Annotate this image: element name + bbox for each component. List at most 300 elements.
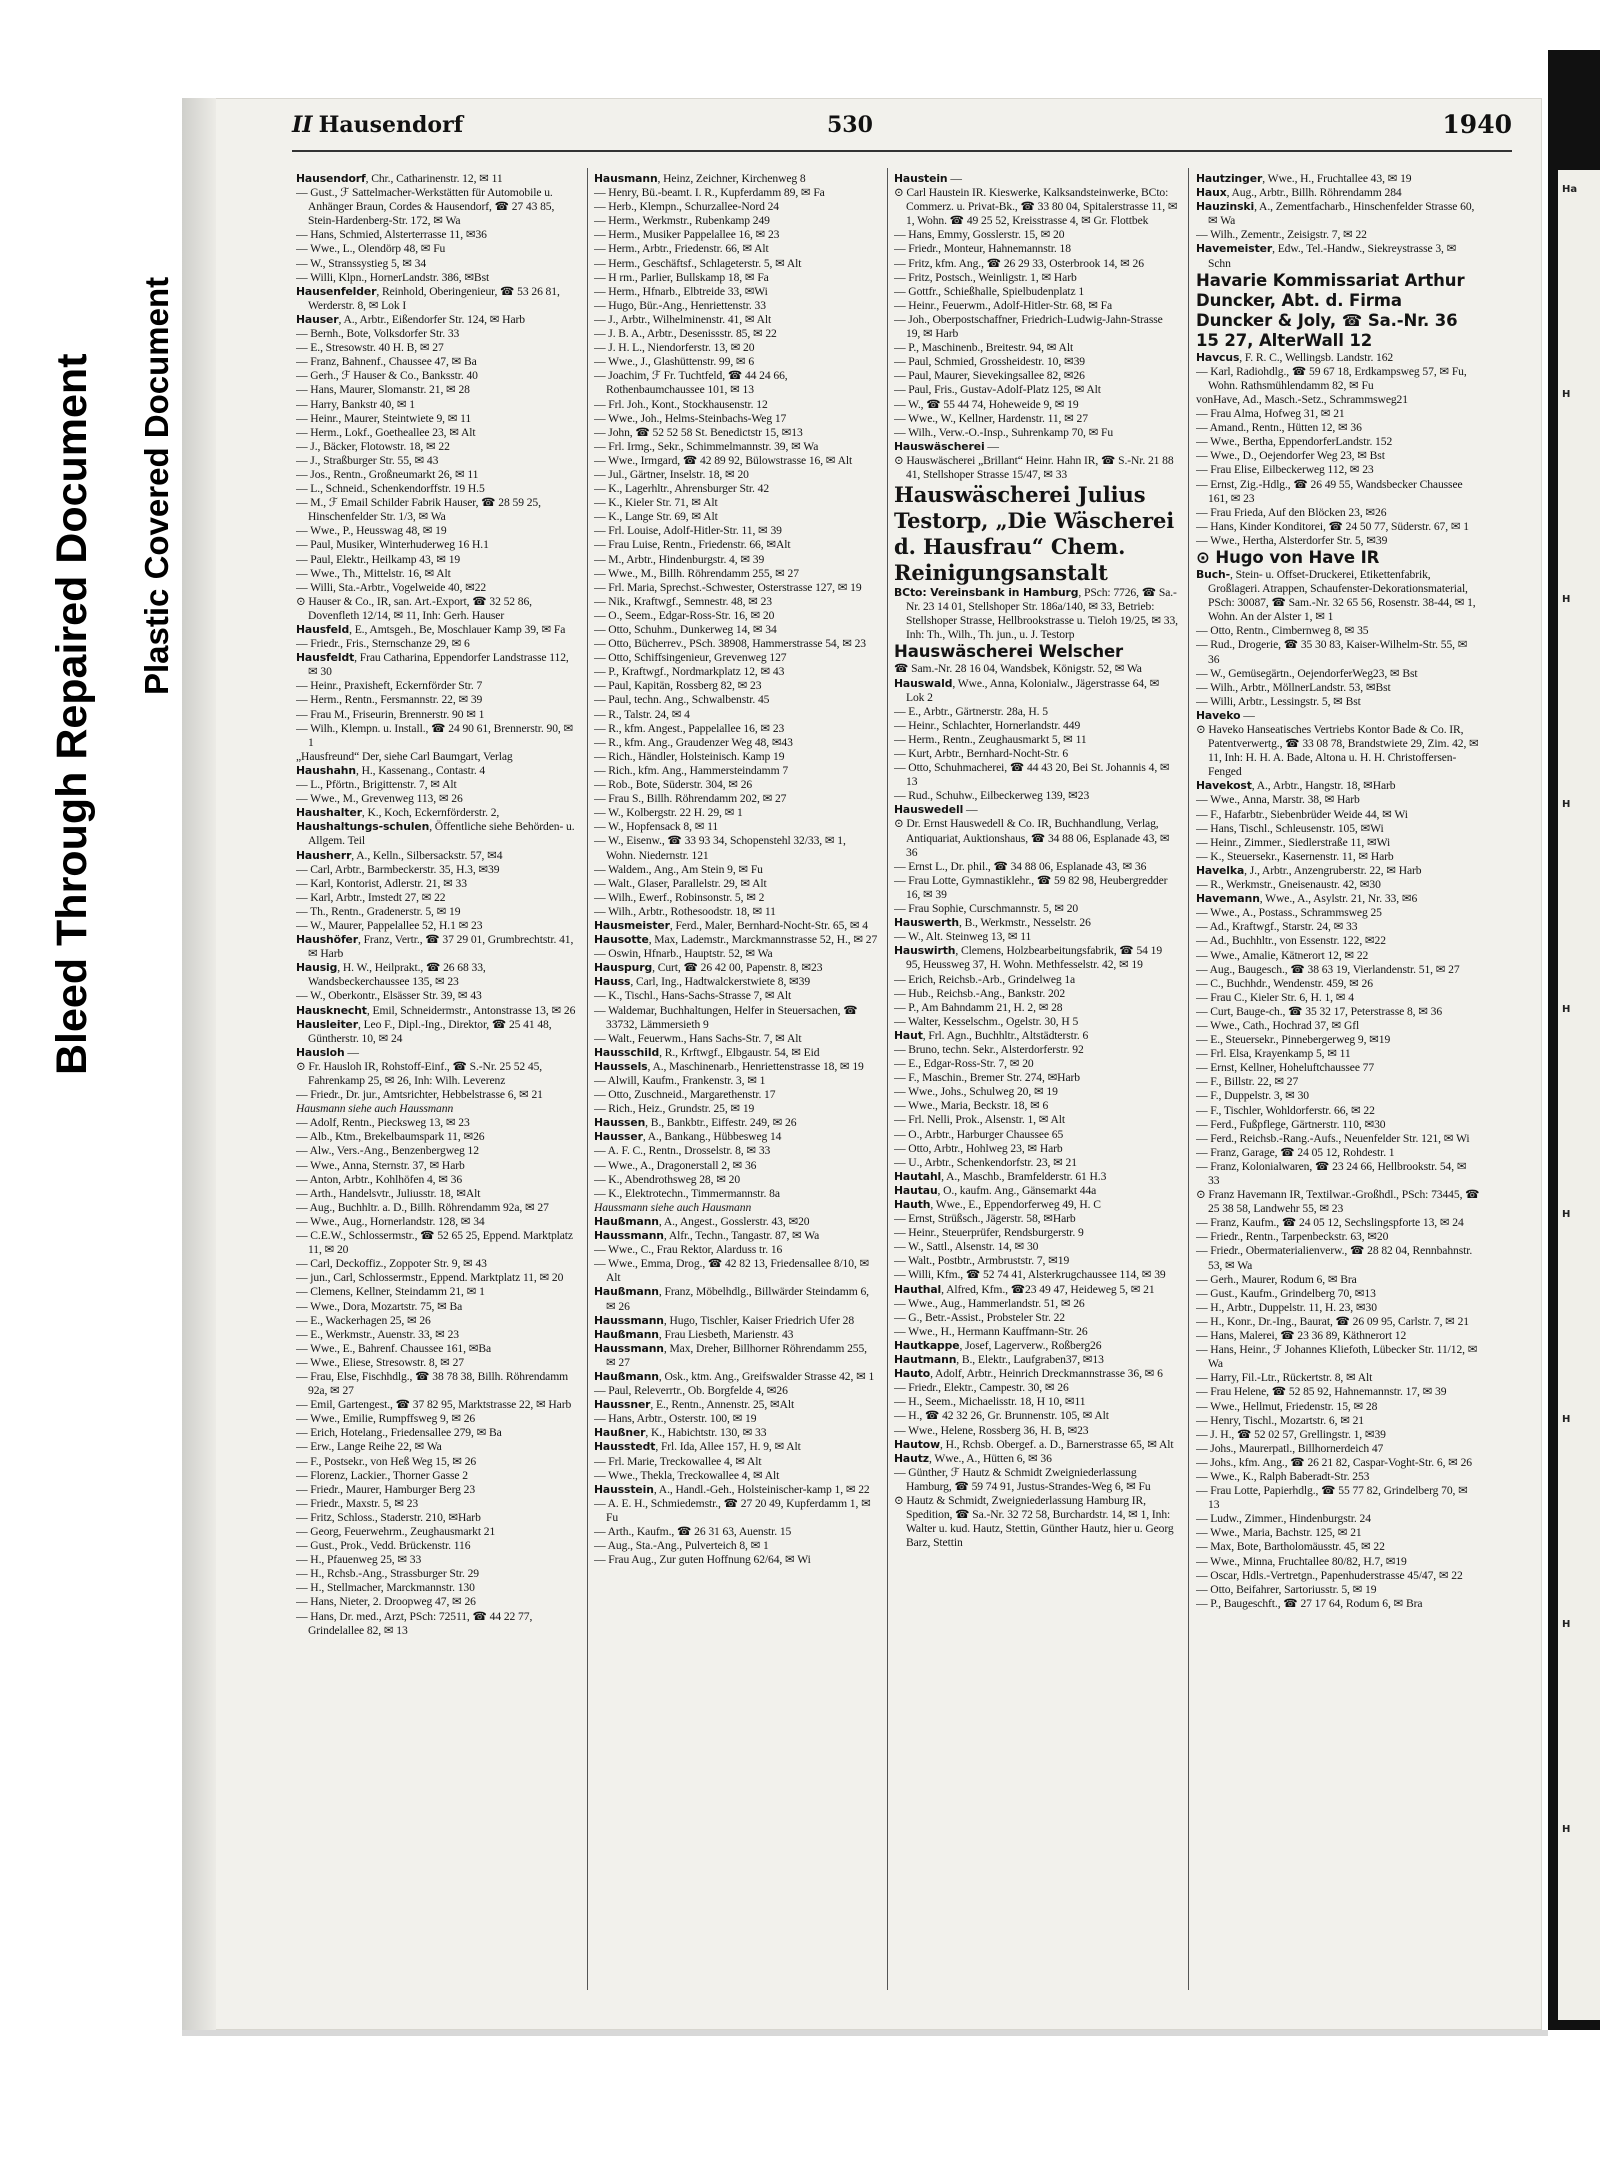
directory-entry: — Ferd., Fußpflege, Gärtnerstr. 110, ✉30 (1196, 1117, 1386, 1131)
directory-entry: — Gottfr., Schießhalle, Spielbudenplatz 1 (894, 284, 1085, 298)
directory-entry: — Adolf, Rentn., Piecksweg 13, ✉ 23 (296, 1116, 470, 1130)
directory-entry: — O., Seem., Edgar-Ross-Str. 16, ✉ 20 (594, 608, 775, 622)
directory-entry: — Wwe., Aug., Hornerlandstr. 128, ✉ 34 (296, 1214, 485, 1228)
directory-entry: — C., Buchhdr., Wendenstr. 459, ✉ 26 (1196, 976, 1373, 990)
directory-entry: — Wilh., Arbtr., MöllnerLandstr. 53, ✉Bst (1196, 680, 1391, 694)
directory-entry: — Wilh., Klempn. u. Install., ☎ 24 90 61, Brennerstr. 90, ✉ 1 (296, 721, 574, 749)
directory-entry: — Hans, Tischl., Schleusenstr. 105, ✉Wi (1196, 821, 1384, 835)
directory-entry: — Otto, Arbtr., Hohlweg 23, ✉ Harb (894, 1141, 1063, 1155)
next-page-letter: H (1562, 1619, 1571, 1630)
directory-entry: — P., Maschinenb., Breitestr. 94, ✉ Alt (894, 341, 1074, 355)
directory-entry: — Jul., Gärtner, Inselstr. 18, ✉ 20 (594, 467, 749, 481)
directory-entry: — H., Arbtr., Duppelstr. 11, H. 23, ✉30 (1196, 1300, 1377, 1314)
directory-entry: Hauswald, Wwe., Anna, Kolonialw., Jägerstrasse 64, ✉ Lok 2 (894, 676, 1160, 704)
directory-entry: Buch-, Stein- u. Offset-Druckerei, Etikettenfabrik, Großlageri. Atrappen, Schaufenster-Dekorationsmaterial, PSch: 30087, ☎ Sam.-Nr. 32 65 56, Rosenstr. 38-44, ✉ 1, Wohn. An der Alster 1, ✉ 1 (1196, 567, 1476, 624)
directory-entry: — Hans, Dr. med., Arzt, PSch: 72511, ☎ 44 22 77, Grindelallee 82, ✉ 13 (296, 1609, 533, 1637)
directory-entry: ⊙ Hauswäscherei „Brillant“ Heinr. Hahn IR, ☎ S.-Nr. 21 88 41, Stellshoper Strasse 15/47, ✉ 33 (894, 453, 1174, 481)
directory-entry: Haut, Frl. Agn., Buchhltr., Altstädterstr. 6 (894, 1028, 1089, 1042)
directory-entry: — R., Talstr. 24, ✉ 4 (594, 707, 690, 721)
header-section: II Hausendorf (292, 112, 464, 138)
directory-entry: — Wwe., J., Glashüttenstr. 99, ✉ 6 (594, 355, 755, 369)
directory-entry: Hauto, Adolf, Arbtr., Heinrich Dreckmannstrasse 36, ✉ 6 (894, 1367, 1163, 1381)
directory-entry: — Frau M., Friseurin, Brennerstr. 90 ✉ 1 (296, 707, 485, 721)
directory-entry: Hausenfelder, Reinhold, Oberingenieur, ☎ 53 26 81, Werderstr. 8, ✉ Lok I (296, 284, 560, 312)
bleed-through-label: Bleed Through Repaired Document (48, 353, 96, 1075)
directory-entry: — Curt, Bauge-ch., ☎ 35 32 17, Peterstrasse 8, ✉ 36 (1196, 1004, 1443, 1018)
directory-entry: — W., Sattl., Alsenstr. 14, ✉ 30 (894, 1240, 1039, 1254)
directory-entry: — E., Stresowstr. 40 H. B, ✉ 27 (296, 341, 444, 355)
directory-entry: Hauth, Wwe., E., Eppendorferweg 49, H. C (894, 1198, 1101, 1211)
directory-entry: — Wwe., C., Frau Rektor, Alarduss tr. 16 (594, 1243, 783, 1257)
directory-entry: — Fritz, Postsch., Weinligstr. 1, ✉ Harb (894, 270, 1077, 284)
directory-entry: — J., Arbtr., Wilhelminenstr. 41, ✉ Alt (594, 312, 772, 326)
directory-entry: — W., Stranssystieg 5, ✉ 34 (296, 256, 427, 270)
directory-entry: — jun., Carl, Schlossermstr., Eppend. Marktplatz 11, ✉ 20 (296, 1271, 564, 1285)
directory-entry: — Ad., Kraftwgf., Starstr. 24, ✉ 33 (1196, 920, 1358, 934)
directory-entry: Haußmann, Osk., ktm. Ang., Greifswalder Strasse 42, ✉ 1 (594, 1369, 875, 1383)
directory-entry: — Hans, Emmy, Gosslerstr. 15, ✉ 20 (894, 228, 1065, 242)
directory-entry: — Friedr., Fris., Sternschanze 29, ✉ 6 (296, 637, 470, 651)
directory-entry: — Ludw., Zimmer., Hindenburgstr. 24 (1196, 1512, 1371, 1526)
directory-entry: — Henry, Tischl., Mozartstr. 6, ✉ 21 (1196, 1413, 1364, 1427)
left-label-band (0, 0, 182, 2030)
directory-entry: Haußmann, A., Angest., Gosslerstr. 43, ✉20 (594, 1214, 810, 1228)
directory-column-2 (594, 172, 878, 1988)
directory-entry: Hauswäscherei — (894, 439, 999, 453)
directory-entry: Haushaltungs-schulen, Öffentliche siehe Behörden- u. Allgem. Teil (296, 820, 575, 848)
directory-entry: — Karl, Kontorist, Adlerstr. 21, ✉ 33 (296, 876, 467, 890)
directory-entry: — Walt., Postbtr., Armbruststr. 7, ✉19 (894, 1254, 1070, 1268)
directory-entry: Hausherr, A., Kelln., Silbersackstr. 57, ✉4 (296, 848, 503, 862)
directory-entry: — Fritz, kfm. Ang., ☎ 26 29 33, Osterbrook 14, ✉ 26 (894, 256, 1144, 270)
directory-entry: Hausleiter, Leo F., Dipl.-Ing., Direktor, ☎ 25 41 48, Güntherstr. 10, ✉ 24 (296, 1017, 552, 1045)
directory-entry: — Oscar, Hdls.-Vertretgn., Papenhuderstrasse 45/47, ✉ 22 (1196, 1568, 1463, 1582)
directory-entry: — Florenz, Lackier., Thorner Gasse 2 (296, 1468, 468, 1482)
directory-entry: — R., kfm. Ang., Graudenzer Weg 48, ✉43 (594, 735, 793, 749)
directory-entry: — Paul, Maurer, Sievekingsallee 82, ✉26 (894, 369, 1085, 383)
directory-entry: — W., Kolbergstr. 22 H. 29, ✉ 1 (594, 806, 743, 820)
directory-entry: — Wilh., Zementr., Zeisigstr. 7, ✉ 22 (1196, 228, 1367, 242)
directory-entry: Hausschild, R., Krftwgf., Elbgaustr. 54, ✉ Eid (594, 1045, 820, 1059)
directory-entry: — Wilh., Verw.-O.-Insp., Suhrenkamp 70, ✉ Fu (894, 425, 1114, 439)
directory-entry: — Frau Aug., Zur guten Hoffnung 62/64, ✉ Wi (594, 1553, 811, 1567)
directory-entry: — Rich., kfm. Ang., Hammersteindamm 7 (594, 763, 789, 777)
directory-entry: Havarie Kommissariat Arthur Duncker, Abt. d. Firma Duncker & Joly, ☎ Sa.-Nr. 36 15 27, AlterWall 12 (1196, 270, 1465, 350)
directory-entry: — E., Edgar-Ross-Str. 7, ✉ 20 (894, 1057, 1034, 1071)
directory-entry: — Hans, Schmied, Alsterterrasse 11, ✉36 (296, 228, 487, 242)
directory-entry: — Erich, Hotelang., Friedensallee 279, ✉ Ba (296, 1426, 502, 1440)
directory-entry: ⊙ Hautz & Schmidt, Zweigniederlassung Hamburg IR, Spedition, ☎ Sa.-Nr. 32 72 58, Burchardstr. 14, ✉ 1, Inh: Walter u. kud. Hautz, Stettin, Günther Hautz, hier u. Georg Barz, Stettin (894, 1493, 1174, 1550)
directory-entry: — Henry, Bü.-beamt. I. R., Kupferdamm 89, ✉ Fa (594, 186, 825, 200)
directory-entry: — H., ☎ 42 32 26, Gr. Brunnenstr. 105, ✉ Alt (894, 1409, 1109, 1423)
directory-entry: — Willi, Klpn., HornerLandstr. 386, ✉Bst (296, 270, 490, 284)
directory-entry: — Heinr., Zimmer., Siedlerstraße 11, ✉Wi (1196, 835, 1391, 849)
directory-entry: — Wwe., Helene, Rossberg 36, H. B, ✉23 (894, 1423, 1089, 1437)
directory-entry: — Friedr., Dr. jur., Amtsrichter, Hebbelstrasse 6, ✉ 21 (296, 1088, 543, 1102)
directory-entry: — E., Werkmstr., Auenstr. 33, ✉ 23 (296, 1327, 459, 1341)
directory-entry: — A. E. H., Schmiedemstr., ☎ 27 20 49, Kupferdamm 1, ✉ Fu (594, 1496, 871, 1524)
next-page-letter: H (1562, 1414, 1571, 1425)
directory-entry: Haussels, A., Maschinenarb., Henriettenstrasse 18, ✉ 19 (594, 1059, 864, 1073)
directory-entry: — K., Kieler Str. 71, ✉ Alt (594, 496, 718, 510)
directory-entry: — Rich., Heiz., Grundstr. 25, ✉ 19 (594, 1102, 755, 1116)
directory-entry: — Gust., ℱ Sattelmacher-Werkstätten für Automobile u. Anhänger Braun, Cordes & Hausendorf, ☎ 27 43 85, Stein-Hardenberg-Str. 172, ✉ Wa (296, 186, 555, 228)
directory-entry: — Heinr., Feuerwm., Adolf-Hitler-Str. 68, ✉ Fa (894, 298, 1113, 312)
directory-entry: — P., Baugeschft., ☎ 27 17 64, Rodum 6, ✉ Bra (1196, 1596, 1423, 1610)
directory-entry: — Hans, Heinr., ℱ Johannes Kliefoth, Lübecker Str. 11/12, ✉ Wa (1196, 1343, 1478, 1371)
directory-entry: Hauspurg, Curt, ☎ 26 42 00, Papenstr. 8, ✉23 (594, 961, 823, 975)
directory-entry: — Frau Sophie, Curschmannstr. 5, ✉ 20 (894, 902, 1079, 916)
directory-entry: — Wilh., Ewerf., Robinsonstr. 5, ✉ 2 (594, 890, 765, 904)
directory-entry: Hausig, H. W., Heilprakt., ☎ 26 68 33, Wandsbeckerchaussee 135, ✉ 23 (296, 961, 486, 989)
directory-entry: — J. H., ☎ 52 02 57, Grellingstr. 1, ✉39 (1196, 1427, 1386, 1441)
directory-entry: Havelka, J., Arbtr., Anzengruberstr. 22, ✉ Harb (1196, 863, 1422, 877)
header-title: Hausendorf (318, 112, 464, 138)
directory-entry: ⊙ Dr. Ernst Hauswedell & Co. IR, Buchhandlung, Verlag, Antiquariat, Auktionshaus, ☎ 34 88 06, Esplanade 43, ✉ 36 (894, 817, 1170, 859)
directory-entry: — Herm., Musiker Pappelallee 16, ✉ 23 (594, 228, 780, 242)
directory-entry: — Th., Rentn., Gradenerstr. 5, ✉ 19 (296, 904, 461, 918)
directory-entry: — L., Pförtn., Brigittenstr. 7, ✉ Alt (296, 778, 457, 792)
directory-entry: — Wwe., K., Ralph Baberadt-Str. 253 (1196, 1469, 1370, 1483)
directory-entry: — Paul, Releverrtr., Ob. Borgfelde 4, ✉26 (594, 1384, 788, 1398)
directory-entry: — Otto, Beifahrer, Sartoriusstr. 5, ✉ 19 (1196, 1582, 1377, 1596)
directory-entry: — Friedr., Monteur, Hahnemannstr. 18 (894, 242, 1071, 256)
directory-entry: ⊙ Carl Haustein IR. Kieswerke, Kalksandsteinwerke, BCto: Commerz. u. Privat-Bk., ☎ 33 80 04, Spitalerstrasse 11, ✉ 1, Wohn. ☎ 49 25 52, Kreisstrasse 4, ✉ Gr. Flottbek (894, 186, 1178, 228)
next-page-letter: H (1562, 1004, 1571, 1015)
directory-entry: — H., Pfauenweg 25, ✉ 33 (296, 1553, 422, 1567)
directory-entry: — Erw., Lange Reihe 22, ✉ Wa (296, 1440, 442, 1454)
directory-entry: — Fritz, Schloss., Staderstr. 210, ✉Harb (296, 1510, 481, 1524)
directory-entry: — Max, Bote, Bartholomäusstr. 45, ✉ 22 (1196, 1540, 1385, 1554)
directory-entry: — Wwe., D., Oejendorfer Weg 23, ✉ Bst (1196, 449, 1385, 463)
next-page-letter: H (1562, 1824, 1571, 1835)
directory-entry: Havcus, F. R. C., Wellingsb. Landstr. 162 (1196, 350, 1394, 364)
directory-entry: — F., Duppelstr. 3, ✉ 30 (1196, 1089, 1309, 1103)
directory-entry: Hautau, O., kaufm. Ang., Gänsemarkt 44a (894, 1183, 1097, 1197)
directory-entry: — Alw., Vers.-Ang., Benzenbergweg 12 (296, 1144, 479, 1158)
directory-entry: — Frau Helene, ☎ 52 85 92, Hahnemannstr. 17, ✉ 39 (1196, 1385, 1447, 1399)
directory-page (182, 98, 1542, 2030)
directory-entry: Hautahl, A., Maschb., Bramfelderstr. 61 H.3 (894, 1169, 1107, 1183)
directory-entry: — K., Lange Str. 69, ✉ Alt (594, 510, 718, 524)
directory-entry: — F., Hafarbtr., Siebenbrüder Weide 44, ✉ Wi (1196, 807, 1408, 821)
directory-entry: Havemeister, Edw., Tel.-Handw., Siekreystrasse 3, ✉ Schn (1196, 242, 1457, 270)
header-rule (292, 150, 1512, 152)
column-separator (887, 168, 888, 1990)
directory-entry: ⊙ Franz Havemann IR, Textilwar.-Großhdl., PSch: 73445, ☎ 25 38 58, Landwehr 55, ✉ 23 (1196, 1188, 1480, 1216)
directory-entry: — Hugo, Bür.-Ang., Henriettenstr. 33 (594, 298, 766, 312)
directory-entry: — Herb., Klempn., Schurzallee-Nord 24 (594, 200, 779, 214)
directory-entry: — Otto, Schuhm., Dunkerweg 14, ✉ 34 (594, 623, 777, 636)
directory-entry: — F., Postsekr., von Heß Weg 15, ✉ 26 (296, 1454, 477, 1468)
directory-entry: — Arth., Handelsvtr., Juliusstr. 18, ✉Alt (296, 1186, 481, 1200)
directory-entry: — Rob., Bote, Süderstr. 304, ✉ 26 (594, 778, 753, 792)
directory-entry: — H., Seem., Michaelisstr. 18, H 10, ✉11 (894, 1395, 1086, 1409)
directory-entry: — P., Kraftwgf., Nordmarkplatz 12, ✉ 43 (594, 665, 785, 679)
directory-entry: — Wwe., Dora, Mozartstr. 75, ✉ Ba (296, 1299, 463, 1313)
directory-entry: Hausfeld, E., Amtsgeh., Be, Moschlauer Kamp 39, ✉ Fa (296, 623, 566, 636)
directory-entry: — Frau Elise, Eilbeckerweg 112, ✉ 23 (1196, 463, 1374, 477)
directory-entry: — Frau Luise, Rentn., Friedenstr. 66, ✉Alt (594, 538, 791, 552)
directory-entry: — F., Billstr. 22, ✉ 27 (1196, 1075, 1299, 1089)
directory-entry: — Wwe., Eliese, Stresowstr. 8, ✉ 27 (296, 1355, 464, 1369)
directory-entry: Hautz, Wwe., A., Hütten 6, ✉ 36 (894, 1451, 1052, 1465)
directory-entry: Hausser, A., Bankang., Hübbesweg 14 (594, 1130, 782, 1144)
directory-entry: Hausknecht, Emil, Schneidermstr., Antonstrasse 13, ✉ 26 (296, 1003, 576, 1017)
directory-entry: — Ernst, Zig.-Hdlg., ☎ 26 49 55, Wandsbecker Chaussee 161, ✉ 23 (1196, 477, 1463, 505)
page-header (292, 110, 1512, 150)
directory-entry: — Wwe., Thekla, Treckowallee 4, ✉ Alt (594, 1468, 780, 1482)
directory-entry: — Hans, Maurer, Slomanstr. 21, ✉ 28 (296, 383, 470, 397)
directory-entry: — H rm., Parlier, Bullskamp 18, ✉ Fa (594, 270, 769, 284)
directory-entry: — J. H. L., Niendorferstr. 13, ✉ 20 (594, 341, 755, 355)
directory-entry: — Wwe., Emilie, Rumpffsweg 9, ✉ 26 (296, 1412, 476, 1426)
directory-entry: Haußner, K., Habichtstr. 130, ✉ 33 (594, 1426, 767, 1440)
next-page-letter: H (1562, 594, 1571, 605)
directory-entry: Hausendorf, Chr., Catharinenstr. 12, ✉ 11 (296, 172, 503, 185)
directory-entry: — Wwe., H., Hermann Kauffmann-Str. 26 (894, 1324, 1088, 1338)
directory-entry: — Heinr., Schlachter, Hornerlandstr. 449 (894, 718, 1081, 732)
directory-entry: — Wwe., Amalie, Kätnerort 12, ✉ 22 (1196, 948, 1369, 962)
directory-entry: — Frau Frieda, Auf den Blöcken 23, ✉26 (1196, 505, 1387, 519)
directory-entry: — E., Steuersekr., Pinnebergerweg 9, ✉19 (1196, 1033, 1391, 1047)
directory-entry: — Hub., Reichsb.-Ang., Bankstr. 202 (894, 986, 1066, 1000)
directory-entry: vonHave, Ad., Masch.-Setz., Schrammsweg21 (1196, 392, 1408, 406)
directory-entry: — Bruno, techn. Sekr., Alsterdorferstr. 92 (894, 1042, 1084, 1056)
directory-entry: — Arth., Kaufm., ☎ 26 31 63, Auenstr. 15 (594, 1525, 792, 1538)
directory-entry: — A. F. C., Rentn., Drosselstr. 8, ✉ 33 (594, 1144, 771, 1158)
directory-entry: Haussner, E., Rentn., Annenstr. 25, ✉Alt (594, 1398, 795, 1412)
directory-entry: — Gerh., Maurer, Rodum 6, ✉ Bra (1196, 1272, 1357, 1286)
directory-entry: Hauzinski, A., Zementfacharb., Hinschenfelder Strasse 60, ✉ Wa (1196, 200, 1475, 228)
directory-entry: — Wwe., Aug., Hammerlandstr. 51, ✉ 26 (894, 1296, 1085, 1310)
directory-entry: Havemann, Wwe., A., Asylstr. 21, Nr. 33, ✉6 (1196, 892, 1418, 906)
directory-entry: Haveko — (1196, 708, 1255, 722)
directory-entry: — Paul, techn. Ang., Schwalbenstr. 45 (594, 693, 770, 707)
directory-entry: — Willi, Kfm., ☎ 52 74 41, Alsterkrugchaussee 114, ✉ 39 (894, 1268, 1166, 1282)
directory-entry: — Friedr., Elektr., Campestr. 30, ✉ 26 (894, 1381, 1069, 1395)
directory-entry: — Nik., Kraftwgf., Semnestr. 48, ✉ 23 (594, 594, 772, 608)
directory-entry: Havekost, A., Arbtr., Hangstr. 18, ✉Harb (1196, 779, 1396, 793)
directory-entry: — Walt., Glaser, Parallelstr. 29, ✉ Alt (594, 876, 767, 890)
directory-entry: — Ferd., Reichsb.-Rang.-Aufs., Neuenfelder Str. 121, ✉ Wi (1196, 1131, 1470, 1145)
directory-entry: Hauthal, Alfred, Kfm., ☎23 49 47, Heideweg 5, ✉ 21 (894, 1282, 1155, 1296)
directory-entry: — Joachim, ℱ Fr. Tuchtfeld, ☎ 44 24 66, Rothenbaumchaussee 101, ✉ 13 (594, 369, 788, 397)
directory-entry: — Wwe., Irmgard, ☎ 42 89 92, Bülowstrasse 16, ✉ Alt (594, 453, 853, 467)
directory-column-4 (1196, 172, 1480, 1988)
directory-entry: — Herm., Geschäftsf., Schlageterstr. 5, ✉ Alt (594, 256, 802, 270)
directory-entry: Haussmann, Alfr., Techn., Tangastr. 87, ✉ Wa (594, 1229, 820, 1243)
header-year: 1940 (1442, 110, 1512, 139)
directory-entry: — W., Alt. Steinweg 13, ✉ 11 (894, 930, 1032, 944)
directory-entry: — Herm., Hfnarb., Elbtreide 33, ✉Wi (594, 284, 768, 298)
directory-entry: — Georg, Feuerwehrm., Zeughausmarkt 21 (296, 1525, 496, 1538)
directory-entry: — John, ☎ 52 52 58 St. Benedictstr 15, ✉13 (594, 425, 803, 439)
directory-entry: — Frau C., Kieler Str. 6, H. 1, ✉ 4 (1196, 990, 1354, 1004)
directory-entry: Hausfeldt, Frau Catharina, Eppendorfer Landstrasse 112, ✉ 30 (296, 651, 569, 679)
directory-entry: — J. B. A., Arbtr., Desenissstr. 85, ✉ 22 (594, 327, 777, 341)
directory-entry: — Wwe., Anna, Marstr. 38, ✉ Harb (1196, 793, 1360, 807)
directory-entry: Hauswäscherei Julius Testorp, „Die Wäscherei d. Hausfrau“ Chem. Reinigungsanstalt (894, 482, 1175, 586)
directory-entry: — Frl. Irmg., Sekr., Schimmelmannstr. 39, ✉ Wa (594, 439, 819, 453)
directory-entry: — Wwe., Hertha, Alsterdorfer Str. 5, ✉39 (1196, 533, 1388, 547)
directory-entry: — J., Bäcker, Flotowstr. 18, ✉ 22 (296, 439, 450, 453)
directory-entry: — Waldemar, Buchhaltungen, Helfer in Steuersachen, ☎ 33732, Lämmersieth 9 (594, 1003, 858, 1031)
directory-entry: — Rud., Schuhw., Eilbeckerweg 139, ✉23 (894, 789, 1090, 803)
directory-entry: — Wwe., Joh., Helms-Steinbachs-Weg 17 (594, 411, 787, 425)
directory-entry: — Wwe., Maria, Beckstr. 18, ✉ 6 (894, 1099, 1049, 1113)
directory-entry: — Paul, Elektr., Heilkamp 43, ✉ 19 (296, 552, 461, 566)
directory-entry: Haußmann, Frau Liesbeth, Marienstr. 43 (594, 1327, 794, 1341)
directory-entry: — Wwe., Th., Mittelstr. 16, ✉ Alt (296, 566, 451, 580)
directory-entry: Haussmann siehe auch Hausmann (594, 1200, 752, 1214)
directory-entry: Haussmann, Hugo, Tischler, Kaiser Friedrich Ufer 28 (594, 1313, 855, 1327)
directory-entry: — H., Konr., Dr.-Ing., Baurat, ☎ 26 09 95, Carlstr. 7, ✉ 21 (1196, 1314, 1469, 1328)
directory-entry: — Wilh., Arbtr., Rothesoodstr. 18, ✉ 11 (594, 904, 776, 918)
directory-entry: — G., Betr.-Assist., Probsteler Str. 22 (894, 1310, 1065, 1324)
directory-entry: Haux, Aug., Arbtr., Billh. Röhrendamm 284 (1196, 186, 1402, 200)
directory-entry: — Willi, Arbtr., Lessingstr. 5, ✉ Bst (1196, 694, 1361, 708)
directory-entry: — Hans, Kinder Konditorei, ☎ 24 50 77, Süderstr. 67, ✉ 1 (1196, 519, 1469, 533)
directory-entry: — E., Wackerhagen 25, ✉ 26 (296, 1313, 431, 1327)
directory-entry: Hausstein, A., Handl.-Geh., Holsteinischer-kamp 1, ✉ 22 (594, 1482, 870, 1496)
directory-entry: — K., Elektrotechn., Timmermannstr. 8a (594, 1186, 780, 1200)
directory-entry: — Johs., kfm. Ang., ☎ 26 21 82, Caspar-Voght-Str. 6, ✉ 26 (1196, 1455, 1472, 1469)
directory-entry: Hausmann, Heinz, Zeichner, Kirchenweg 8 (594, 172, 806, 185)
directory-entry: Haushahn, H., Kassenang., Contastr. 4 (296, 763, 486, 777)
directory-entry: — Karl, Radiohdlg., ☎ 59 67 18, Erdkampsweg 57, ✉ Fu, Wohn. Rathsmühlendamm 82, ✉ Fu (1196, 364, 1467, 392)
directory-entry: — Paul, Schmied, Grossheidestr. 10, ✉39 (894, 355, 1085, 369)
directory-entry: „Hausfreund“ Der, siehe Carl Baumgart, Verlag (296, 749, 513, 763)
directory-entry: — Frau Lotte, Gymnastiklehr., ☎ 59 82 98, Heubergredder 16, ✉ 39 (894, 873, 1168, 901)
directory-entry: — Waldem., Ang., Am Stein 9, ✉ Fu (594, 862, 763, 876)
directory-entry: — Johs., Maurerpatl., Billhornerdeich 47 (1196, 1441, 1384, 1455)
directory-entry: Hautow, H., Rchsb. Obergef. a. D., Barnerstrasse 65, ✉ Alt (894, 1437, 1174, 1451)
directory-entry: — Erich, Reichsb.-Arb., Grindelweg 1a (894, 972, 1076, 986)
directory-entry: — Frl. Joh., Kont., Stockhausenstr. 12 (594, 397, 768, 411)
directory-entry: — Hans, Nieter, 2. Droopweg 47, ✉ 26 (296, 1595, 476, 1609)
directory-entry: — W., ☎ 55 44 74, Hoheweide 9, ✉ 19 (894, 397, 1079, 411)
directory-entry: — Alb., Ktm., Brekelbaumspark 11, ✉26 (296, 1130, 485, 1144)
directory-entry: — Frl. Marie, Treckowallee 4, ✉ Alt (594, 1454, 762, 1468)
directory-entry: Hauss, Carl, Ing., Hadtwalckerstwiete 8, ✉39 (594, 975, 811, 989)
next-page-letter: H (1562, 1209, 1571, 1220)
directory-entry: — Gust., Prok., Vedd. Brückenstr. 116 (296, 1539, 471, 1553)
directory-entry: — Frau Lotte, Papierhdlg., ☎ 55 77 82, Grindelberg 70, ✉ 13 (1196, 1484, 1468, 1512)
directory-entry: — Wwe., Emma, Drog., ☎ 42 82 13, Friedensallee 8/10, ✉ Alt (594, 1257, 870, 1285)
directory-entry: — Günther, ℱ Hautz & Schmidt Zweigniederlassung Hamburg, ☎ 59 74 91, Justus-Strandes-Weg 6, ✉ Fu (894, 1465, 1151, 1493)
directory-entry: Hausotte, Max, Lademstr., Marckmannstrasse 52, H., ✉ 27 (594, 933, 878, 947)
directory-entry: — Friedr., Rentn., Tarpenbeckstr. 63, ✉20 (1196, 1230, 1389, 1244)
directory-entry: — Wwe., A., Postass., Schrammsweg 25 (1196, 906, 1382, 920)
directory-entry: — Heinr., Praxisheft, Eckernförder Str. 7 (296, 679, 483, 693)
next-page-edge (1548, 50, 1600, 2030)
directory-entry: — Heinr., Maurer, Steintwiete 9, ✉ 11 (296, 411, 472, 425)
column-separator (1188, 168, 1189, 1990)
page-number: 530 (827, 112, 873, 138)
directory-entry: — Franz, Bahnenf., Chaussee 47, ✉ Ba (296, 355, 477, 369)
directory-entry: — Amand., Rentn., Hütten 12, ✉ 36 (1196, 421, 1362, 435)
directory-entry: — Herm., Rentn., Fersmannstr. 22, ✉ 39 (296, 693, 483, 707)
directory-entry: — Wwe., P., Heusswag 48, ✉ 19 (296, 524, 447, 538)
directory-entry: — M., Arbtr., Hindenburgstr. 4, ✉ 39 (594, 552, 765, 566)
directory-entry: — Wwe., L., Olendörp 48, ✉ Fu (296, 242, 446, 256)
directory-entry: — Wwe., Minna, Fruchtallee 80/82, H.7, ✉19 (1196, 1554, 1407, 1568)
directory-entry: Hausloh — (296, 1045, 359, 1059)
directory-entry: — Ad., Buchhltr., von Essenstr. 122, ✉22 (1196, 934, 1386, 948)
directory-entry: ⊙ Haveko Hanseatisches Vertriebs Kontor Bade & Co. IR, Patentverwertg., ☎ 33 08 78, Brandstwiete 29, Zim. 42, ✉ 11, Inh: H. H. A. Bade, Altona u. H. H. Christoffersen-Fenged (1196, 723, 1479, 779)
directory-entry: — Wwe., Bertha, EppendorferLandstr. 152 (1196, 435, 1393, 449)
directory-entry: Hauswerth, B., Werkmstr., Nesselstr. 26 (894, 916, 1091, 930)
directory-entry: Haustein — (894, 172, 962, 185)
next-page-letter: Ha (1562, 184, 1578, 195)
directory-entry: — Wwe., M., Grevenweg 113, ✉ 26 (296, 792, 463, 806)
directory-entry: — K., Lagerhltr., Ahrensburger Str. 42 (594, 482, 770, 496)
directory-entry: — Paul, Musiker, Winterhuderweg 16 H.1 (296, 538, 489, 552)
directory-entry: — Otto, Schiffsingenieur, Grevenweg 127 (594, 651, 787, 665)
directory-entry: — Walter, Kesselschm., Ogelstr. 30, H 5 (894, 1014, 1079, 1028)
directory-entry: — Paul, Fris., Gustav-Adolf-Platz 125, ✉ Alt (894, 383, 1101, 397)
directory-entry: — F., Tischler, Wohldorferstr. 66, ✉ 22 (1196, 1103, 1375, 1117)
directory-entry: — E., Arbtr., Gärtnerstr. 28a, H. 5 (894, 704, 1048, 718)
directory-entry: — Rud., Drogerie, ☎ 35 30 83, Kaiser-Wilhelm-Str. 55, ✉ 36 (1196, 638, 1468, 666)
next-page-letter: H (1562, 389, 1571, 400)
directory-entry: — Hans, Arbtr., Osterstr. 100, ✉ 19 (594, 1412, 757, 1426)
directory-entry: — H., Stellmacher, Marckmannstr. 130 (296, 1581, 475, 1595)
directory-entry: — K., Abendrothsweg 28, ✉ 20 (594, 1172, 741, 1186)
directory-entry: — W., Gemüsegärtn., OejendorferWeg23, ✉ Bst (1196, 666, 1418, 680)
directory-entry: Hausmann siehe auch Haussmann (296, 1102, 454, 1116)
directory-entry: Haushalter, K., Koch, Eckernförderstr. 2, (296, 806, 500, 820)
directory-entry: — Friedr., Obermaterialienverw., ☎ 28 82 04, Rennbahnstr. 53, ✉ Wa (1196, 1244, 1473, 1272)
directory-entry: — L., Schneid., Schenkendorffstr. 19 H.5 (296, 482, 485, 496)
directory-entry: — Oswin, Hfnarb., Hauptstr. 52, ✉ Wa (594, 947, 773, 961)
directory-entry: — Joh., Oberpostschaffner, Friedrich-Ludwig-Jahn-Strasse 19, ✉ Harb (894, 312, 1163, 341)
directory-entry: — Gust., Kaufm., Grindelberg 70, ✉13 (1196, 1286, 1376, 1300)
directory-entry: Hautzinger, Wwe., H., Fruchtallee 43, ✉ 19 (1196, 172, 1412, 185)
directory-entry: — Carl, Deckoffiz., Zoppoter Str. 9, ✉ 43 (296, 1257, 487, 1271)
directory-entry: — U., Arbtr., Schenkendorfstr. 23, ✉ 21 (894, 1155, 1077, 1169)
directory-entry: — Gerh., ℱ Hauser & Co., Banksstr. 40 (296, 369, 478, 383)
directory-entry: — Frl. Nelli, Prok., Alsenstr. 1, ✉ Alt (894, 1113, 1066, 1127)
directory-entry: — Herm., Werkmstr., Rubenkamp 249 (594, 214, 770, 228)
directory-entry: — Karl, Arbtr., Imstedt 27, ✉ 22 (296, 890, 446, 904)
directory-entry: — W., Oberkontr., Elsässer Str. 39, ✉ 43 (296, 989, 482, 1003)
directory-entry: — Aug., Sta.-Ang., Pulverteich 8, ✉ 1 (594, 1539, 769, 1553)
directory-entry: — Walt., Feuerwm., Hans Sachs-Str. 7, ✉ Alt (594, 1031, 802, 1045)
directory-entry: — Franz, Kaufm., ☎ 24 05 12, Sechslingspforte 13, ✉ 24 (1196, 1216, 1464, 1230)
directory-entry: — Wwe., Anna, Sternstr. 37, ✉ Harb (296, 1158, 465, 1172)
directory-entry: — H., Rchsb.-Ang., Strassburger Str. 29 (296, 1567, 479, 1581)
directory-entry: — Aug., Baugesch., ☎ 38 63 19, Vierlandenstr. 51, ✉ 27 (1196, 962, 1460, 976)
directory-entry: — Franz, Kolonialwaren, ☎ 23 24 66, Hellbrookstr. 54, ✉ 33 (1196, 1159, 1467, 1187)
directory-entry: Haußmann, Franz, Möbelhdlg., Billwärder Steindamm 6, ✉ 26 (594, 1285, 869, 1313)
directory-entry: — Bernh., Bote, Volksdorfer Str. 33 (296, 327, 460, 341)
directory-entry: — Ernst, Strüßsch., Jägerstr. 58, ✉Harb (894, 1212, 1076, 1226)
directory-entry: — Wwe., W., Kellner, Hardenstr. 11, ✉ 27 (894, 411, 1088, 425)
column-separator (587, 168, 588, 1990)
directory-entry: — Harry, Bankstr 40, ✉ 1 (296, 397, 415, 411)
directory-entry: — Heinr., Steuerprüfer, Rendsburgerstr. 9 (894, 1226, 1084, 1240)
directory-entry: — Wwe., Cath., Hochrad 37, ✉ Gfl (1196, 1018, 1360, 1032)
scan-top-margin (0, 0, 1600, 46)
directory-entry: — Alwill, Kaufm., Frankenstr. 3, ✉ 1 (594, 1074, 766, 1087)
directory-entry: — Wwe., Maria, Bachstr. 125, ✉ 21 (1196, 1526, 1362, 1540)
directory-entry: — Otto, Bücherrev., PSch. 38908, Hammerstrasse 54, ✉ 23 (594, 637, 867, 651)
directory-entry: — Frau, Else, Fischhdlg., ☎ 38 78 38, Billh. Röhrendamm 92a, ✉ 27 (296, 1369, 569, 1398)
directory-entry: — Jos., Rentn., Großneumarkt 26, ✉ 11 (296, 467, 479, 481)
directory-entry: — Franz, Garage, ☎ 24 05 12, Rohdestr. 1 (1196, 1145, 1395, 1159)
